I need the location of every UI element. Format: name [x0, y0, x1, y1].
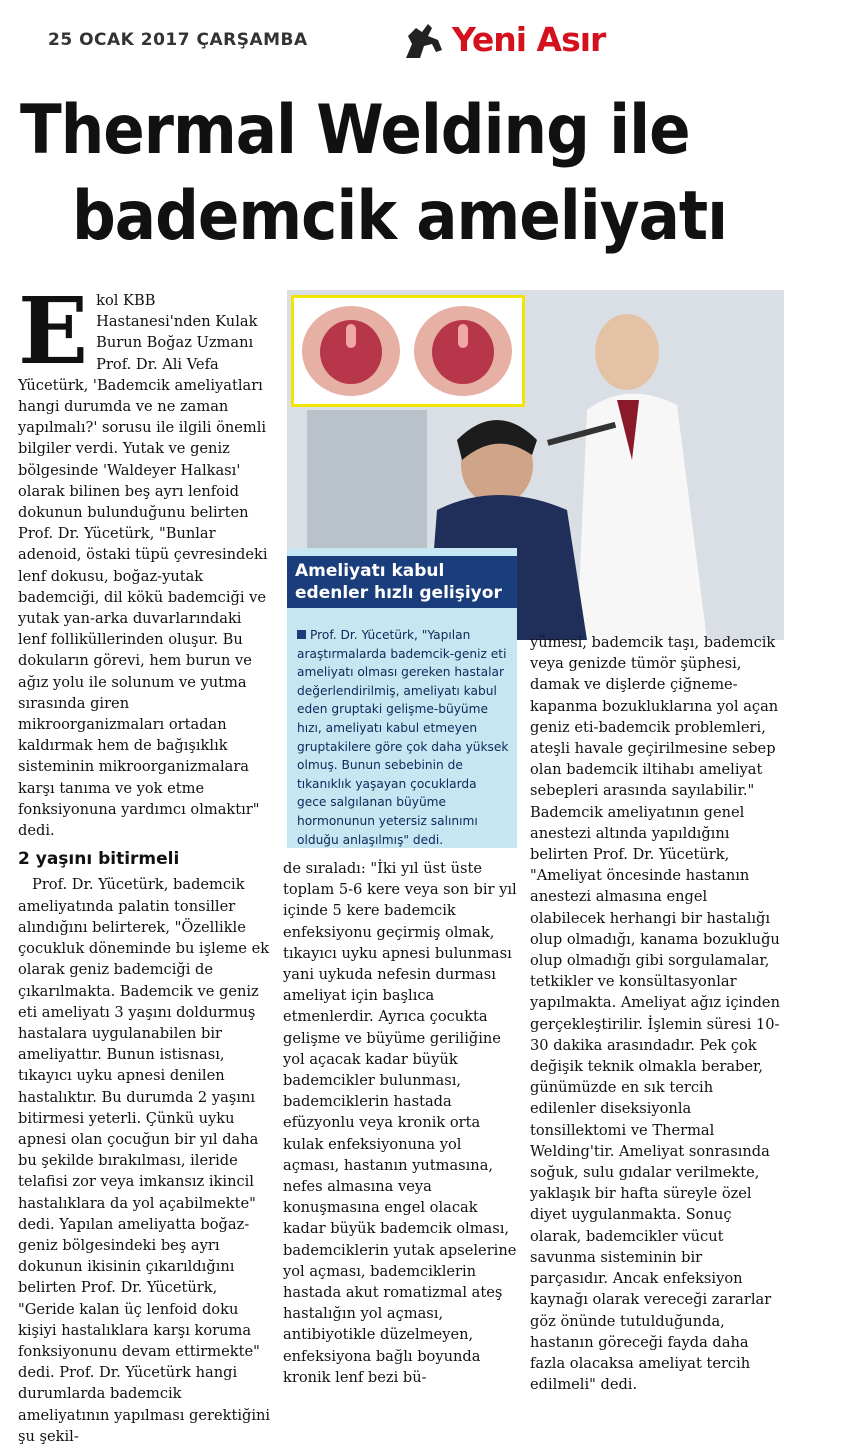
body-paragraph: Prof. Dr. Yücetürk, bademcik ameliyatında palatin tonsiller alındığını belirterek, "Özellikle çocukluk döneminde bu işleme ek olarak geniz bademciği de çıkarılmakta. Bademcik ve geniz eti ameliyatı 3 yaşını doldurmuş hastalara uygulanabilen bir ameliyattır. Bunun istisnası, tıkayıcı uyku apnesi denilen hastalıktır. Bu durumda 2 yaşını bitirmesi yeterli. Çünkü uyku apnesi olan çocuğun bir yıl daha bu şekilde bırakılması, ileride telafisi zor veya imkansız ikincil hastalıklara da yol açabilmekte" dedi. Yapılan ameliyatta boğaz-geniz bölgesindeki beş ayrı dokunun ikisinin çıkarıldığını belirten Prof. Dr. Yücetürk, "Geride kalan üç lenfoid doku kişiyi hastalıklara karşı koruma fonksiyonunu devam ettirmekte" dedi. Prof. Dr. Yücetürk hangi durumlarda bademcik ameliyatının yapılması gerektiğini şu şekil-	[18, 876, 271, 1445]
issue-date: 25 OCAK 2017 ÇARŞAMBA	[48, 30, 308, 50]
right-column	[530, 632, 780, 1394]
headline-line-1: Thermal Welding ile	[20, 91, 690, 170]
right-paragraph: yümesi, bademcik taşı, bademcik veya genizde tümör şüphesi, damak ve dişlerde çiğneme-kapanma bozukluklarına yol açan geniz eti-bademcik problemleri, ateşli havale geçirilmesine sebep olan bademcik iltihabı ameliyat sebepleri arasında sayılabilir." Bademcik ameliyatının genel anestezi altında yapıldığını belirten Prof. Dr. Yücetürk, "Ameliyat öncesinde hastanın anestezi almasına engel olabilecek herhangi bir hastalığı olup olmadığı, kanama bozukluğu olup olmadığı gibi sorgulamalar, tetkikler ve konsültasyonlar yapılmakta. Ameliyat ağız içinden gerçekleştirilir. İşlemin süresi 10-30 dakika arasındadır. Pek çok değişik teknik olmakla beraber, günümüzde en sık tercih edilenler diseksiyonla tonsillektomi ve Thermal Welding'tir. Ameliyat sonrasında soğuk, sulu gıdalar verilmekte, yaklaşık bir hafta süreyle özel diyet uygulanmakta. Sonuç olarak, bademcikler vücut savunma sisteminin bir parçasıdır. Ancak enfeksiyon kaynağı olarak vereceği zararlar göz önünde tutulduğunda, hastanın göreceği fayda daha fazla olacaksa ameliyat tercih edilmeli" dedi.	[530, 634, 780, 1394]
intro-paragraph: kol KBB Hastanesi'nden Kulak Burun Boğaz Uzmanı Prof. Dr. Ali Vefa Yücetürk, 'Bademcik ameliyatları hangi durumda ve ne zaman yapılmalı?' sorusu ile ilgili önemli bilgiler verdi. Yutak ve geniz bölgesinde 'Waldeyer Halkası' olarak bilinen beş ayrı lenfoid dokunun bulunduğunu belirten Prof. Dr. Yücetürk, "Bunlar adenoid, östaki tüpü çevresindeki lenf dokusu, boğaz-yutak bademciği, dil kökü bademciği ve yutak yan-arka duvarlarındaki lenf folliküllerinden oluşur. Bu dokuların görevi, hem burun ve ağız yolu ile solunum ve yutma sırasında giren mikroorganizmaları ortadan kaldırmak hem de bağışıklık sisteminin mikroorganizmalara karşı tanıma ve yok etme fonksiyonuna yardımcı olmaktır" dedi.	[18, 292, 268, 840]
callout-title	[287, 556, 517, 608]
tonsil-diagram-inset	[291, 295, 525, 407]
callout-title-line-1: Ameliyatı kabul	[295, 561, 445, 581]
logo-wordmark: Yeni Asır	[452, 20, 606, 59]
left-column	[18, 277, 272, 1445]
drop-cap: E	[18, 277, 89, 385]
throat-after-image	[414, 306, 512, 396]
throat-before-image	[302, 306, 400, 396]
horse-rider-logo-icon	[398, 14, 450, 66]
callout-text: Prof. Dr. Yücetürk, "Yapılan araştırmalarda bademcik-geniz eti ameliyatı olması gereken hastalar değerlendirilmiş, ameliyatı kabul eden gruptaki gelişme-büyüme hızı, ameliyatı kabul etmeyen gruptakilere göre çok daha yüksek olmuş. Bunun sebebinin de tıkanıklık yaşayan çocuklarda gece salgılanan büyüme hormonunun yetersiz salınımı olduğu anlaşılmış" dedi.	[297, 628, 509, 847]
callout-box	[287, 548, 517, 848]
subheading: 2 yaşını bitirmeli	[18, 849, 180, 870]
headline-line-2: bademcik ameliyatı	[72, 177, 728, 256]
middle-paragraph: de sıraladı: "İki yıl üst üste toplam 5-6 kere veya son bir yıl içinde 5 kere bademcik enfeksiyonu geçirmiş olmak, tıkayıcı uyku apnesi bulunması yani uykuda nefesin durması ameliyat için başlıca etmenlerdir. Ayrıca çocukta gelişme ve büyüme geriliğine yol açacak kadar büyük bademcikler bulunması, bademciklerin hastada efüzyonlu veya kronik orta kulak enfeksiyonuna yol açması, hastanın yutmasına, nefes almasına veya konuşmasına engel olacak kadar büyük bademcik olması, bademciklerin yutak apselerine yol açması, bademciklerin hastada akut romatizmal ateş hastalığın yol açması, antibiyotikle düzelmeyen, enfeksiyona bağlı boyunda kronik lenf bezi bü-	[283, 860, 517, 1386]
callout-body	[297, 626, 509, 849]
newspaper-logo	[398, 14, 643, 66]
square-bullet-icon	[297, 630, 306, 639]
callout-title-line-2: edenler hızlı gelişiyor	[295, 583, 502, 603]
middle-column	[283, 858, 521, 1386]
